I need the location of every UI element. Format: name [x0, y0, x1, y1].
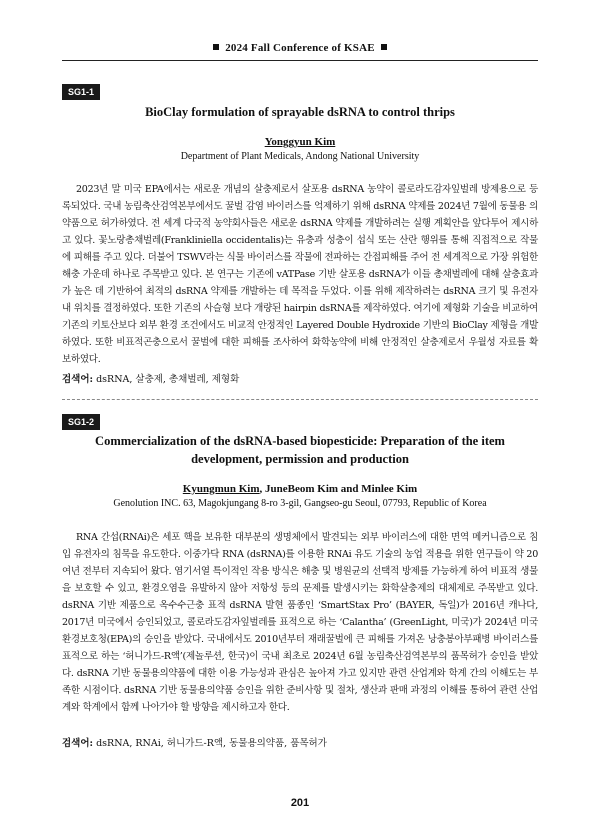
keywords-text: dsRNA, RNAi, 허니가드-R액, 동물용의약품, 품목허가	[96, 738, 327, 749]
abstract-title-1: BioClay formulation of sprayable dsRNA to control thrips	[145, 105, 455, 119]
abstract-title-2	[62, 432, 538, 468]
affiliation-2: Genolution INC. 63, Magokjungang 8-ro 3-gil, Gangseo-gu Seoul, 07793, Republic of Korea	[113, 498, 487, 509]
conference-header	[0, 42, 600, 54]
section-badge-sg1-1: SG1-1	[62, 84, 100, 100]
keywords-text: dsRNA, 살충제, 총채벌레, 제형화	[96, 374, 240, 385]
keywords-label: 검색어:	[62, 738, 94, 749]
header-rule	[62, 60, 538, 61]
author-name: Yonggyun Kim	[264, 136, 336, 148]
square-bullet-icon	[213, 44, 219, 50]
keywords-label: 검색어:	[62, 374, 94, 385]
section-badge-sg1-2: SG1-2	[62, 414, 100, 430]
author-line-1	[62, 136, 538, 148]
section-divider	[62, 399, 538, 400]
affiliation-1: Department of Plant Medicals, Andong National University	[180, 151, 420, 162]
presenting-author: Kyungmun Kim	[182, 483, 260, 495]
author-line-2	[62, 483, 538, 495]
keywords-1	[62, 373, 538, 387]
square-bullet-icon	[381, 44, 387, 50]
conference-title: 2024 Fall Conference of KSAE	[225, 42, 375, 54]
title-line-2: development, permission and production	[191, 452, 409, 466]
abstract-body-1: 2023년 말 미국 EPA에서는 새로운 개념의 살충제로서 살포용 dsRNA 농약이 콜로라도감자잎벌레 방제용으로 등록되었다. 국내 농림축산검역본부에서도 꿀벌 감염 바이러스를 억제하기 위해 dsRNA 약제를 2024년 7월에 동물용 의약품으로 허가하였다. 전 세계 다국적 농약회사들은 새로운 dsRNA 약제를 개발하려는 실행 계획안을 앞다투어 제시하고 있다. 꽃노랑총채벌레(Frankliniella occidentalis)는 유충과 성충이 섭식 또는 산란 행위를 통해 직접적으로 작물에 피해를 주고 있다. 더불어 TSWV라는 식물 바이러스를 작물에 전파하는 간접피해를 주어 전 세계적으로 가장 위험한 해충 가운데 하나로 주목받고 있다. 본 연구는 기존에 vATPase 기반 살포용 dsRNA가 이들 총채벌레에 대해 살충효과가 높은 데 기반하여 최적의 dsRNA 약제를 개발하는 데 목적을 두었다. 이를 위해 제작하려는 dsRNA 크기 및 유전자 내 위치를 결정하였다. 또한 기존의 사슬형 보다 개량된 hairpin dsRNA를 제작하였다. 여기에 제형화 기술을 비교하여 기존의 키토산보다 외부 환경 조건에서도 비교적 안정적인 Layered Double Hydroxide 기반의 BioClay 제형을 개발하였다. 또한 비표적곤충으로서 꿀벌에 대한 피해를 조사하여 화학농약에 비해 안정적인 살충제로서 우월성 자료를 확보하였다.	[62, 184, 538, 365]
page-number: 201	[290, 797, 310, 809]
keywords-2	[62, 737, 538, 751]
title-line-1: Commercialization of the dsRNA-based biopesticide: Preparation of the item	[95, 434, 505, 448]
abstract-body-2: RNA 간섭(RNAi)은 세포 핵을 보유한 대부분의 생명체에서 발견되는 외부 바이러스에 대한 면역 메커니즘으로 침입 유전자의 침묵을 유도한다. 이중가닥 RNA (dsRNA)를 이용한 RNAi 유도 기술의 농업 적용을 위한 연구들이 약 20여년 전부터 지속되어 왔다. 염기서열 특이적인 작용 방식은 해충 및 병원균의 선택적 방제를 가능하게 하여 비표적 생물을 보호할 수 있고, 환경오염을 유발하지 않아 저항성 등의 문제를 발생시키는 화학살충제의 대체제로 주목받고 있다. dsRNA 기반 제품으로 옥수수근충 표적 dsRNA 발현 품종인 ‘SmartStax Pro’ (BAYER, 독일)가 2016년 캐나다, 2017년 미국에서 승인되었고, 콜로라도감자잎벌레를 표적으로 하는 ‘Calantha’ (GreenLight, 미국)가 2024년 미국 환경보호청(EPA)의 승인을 받았다. 국내에서도 2010년부터 재래꿀벌에 큰 피해를 가져온 낭충봉아부패병 바이러스를 표적으로 하는 ‘허니가드-R액’(제놀루션, 한국)이 국내 최초로 2024년 6월 농림축산검역본부의 품목허가 승인을 받았다. dsRNA 기반 동물용의약품에 대한 이용 가능성과 관심은 높아져 가고 있지만 관련 산업계와 학계 간의 이해도는 부족한 시점이다. dsRNA 기반 동물용의약품 승인을 위한 준비사항 및 절차, 생산과 판매 과정의 이해를 통하여 관련 산업계와 학계에서 함께 나아가야 할 방향을 제시하고자 한다.	[62, 532, 538, 713]
co-authors: , JuneBeom Kim and Minlee Kim	[259, 483, 418, 495]
